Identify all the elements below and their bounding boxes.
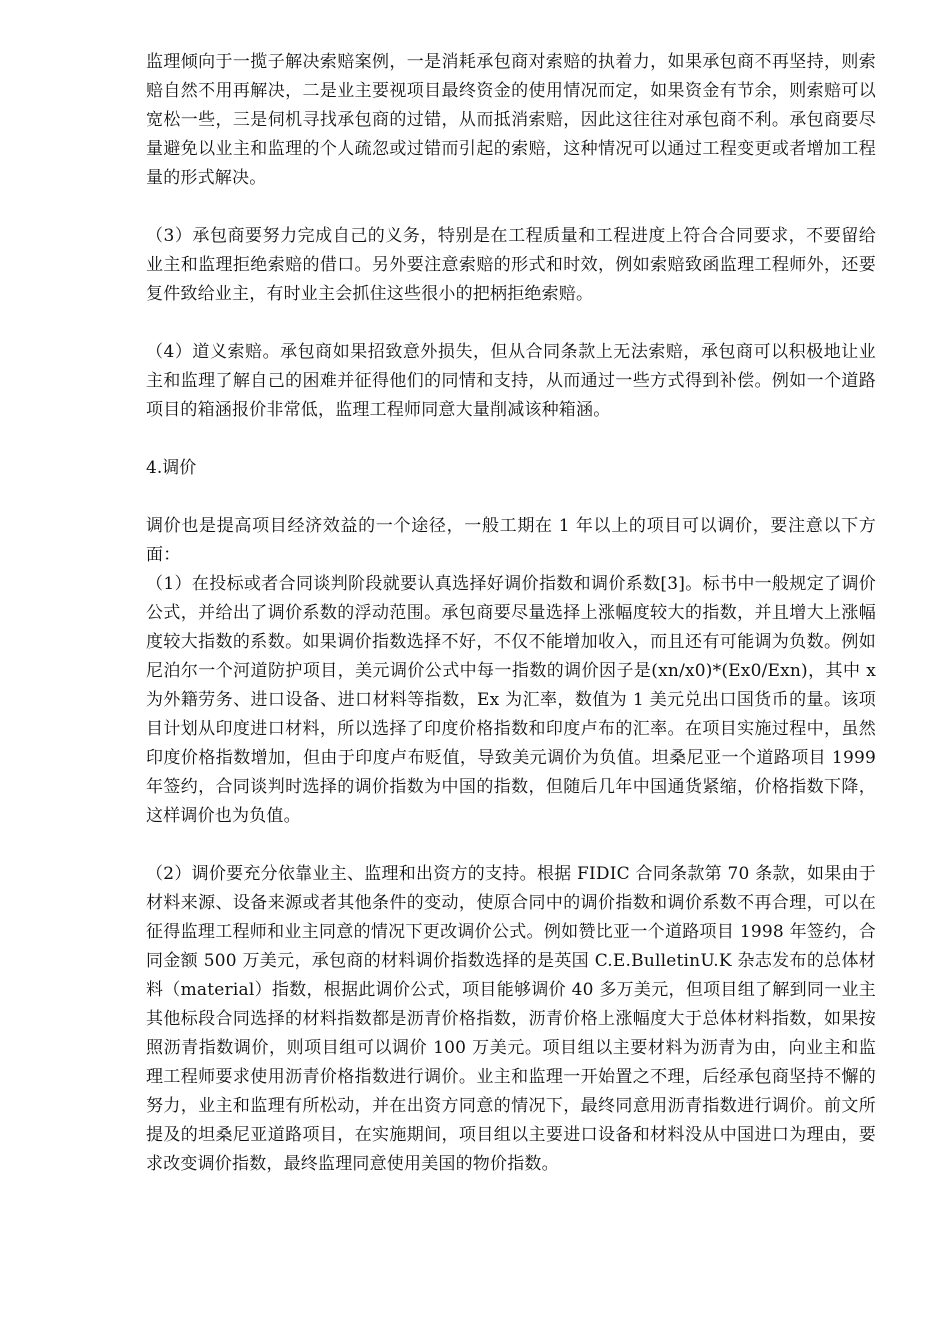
section-heading: 4.调价 <box>146 458 197 478</box>
paragraph-spacer <box>146 831 876 860</box>
document-page <box>146 48 876 1179</box>
paragraph-spacer <box>146 483 876 512</box>
paragraph-spacer <box>146 193 876 222</box>
paragraph-moral-claim: （4）道义索赔。承包商如果招致意外损失，但从合同条款上无法索赔，承包商可以积极地让业主和监理了解自己的困难并征得他们的同情和支持，从而通过一些方式得到补偿。例如一个道路项目的箱涵报价非常低，监理工程师同意大量削减该种箱涵。 <box>146 342 876 420</box>
paragraph-stakeholder-support: （2）调价要充分依靠业主、监理和出资方的支持。根据 FIDIC 合同条款第 70 条款，如果由于材料来源、设备来源或者其他条件的变动，使原合同中的调价指数和调价系数不再合理，可以在征得监理工程师和业主同意的情况下更改调价公式。例如赞比亚一个道路项目 1998 年签约，合同金额 500 万美元，承包商的材料调价指数选择的是英国 C.E.BulletinU.K 杂志发布的总体材料（material）指数，根据此调价公式，项目能够调价 40 多万美元，但项目组了解到同一业主其他标段合同选择的材料指数都是沥青价格指数，沥青价格上涨幅度大于总体材料指数，如果按照沥青指数调价，则项目组可以调价 100 万美元。项目组以主要材料为沥青为由，向业主和监理工程师要求使用沥青价格指数进行调价。业主和监理一开始置之不理，后经承包商坚持不懈的努力，业主和监理有所松动，并在出资方同意的情况下，最终同意用沥青指数进行调价。前文所提及的坦桑尼亚道路项目，在实施期间，项目组以主要进口设备和材料没从中国进口为理由，要求改变调价指数，最终监理同意使用美国的物价指数。 <box>146 864 876 1174</box>
paragraph-spacer <box>146 425 876 454</box>
paragraph-price-adjustment-intro: 调价也是提高项目经济效益的一个途径，一般工期在 1 年以上的项目可以调价，要注意以下方面： <box>146 516 876 565</box>
paragraph-spacer <box>146 309 876 338</box>
paragraph-index-selection: （1）在投标或者合同谈判阶段就要认真选择好调价指数和调价系数[3]。标书中一般规定了调价公式，并给出了调价系数的浮动范围。承包商要尽量选择上涨幅度较大的指数，并且增大上涨幅度较大指数的系数。如果调价指数选择不好，不仅不能增加收入，而且还有可能调为负数。例如尼泊尔一个河道防护项目，美元调价公式中每一指数的调价因子是(xn/x0)*(Ex0/Exn)，其中 x 为外籍劳务、进口设备、进口材料等指数，Ex 为汇率，数值为 1 美元兑出口国货币的量。该项目计划从印度进口材料，所以选择了印度价格指数和印度卢布的汇率。在项目实施过程中，虽然印度价格指数增加，但由于印度卢布贬值，导致美元调价为负值。坦桑尼亚一个道路项目 1999 年签约，合同谈判时选择的调价指数为中国的指数，但随后几年中国通货紧缩，价格指数下降，这样调价也为负值。 <box>146 574 876 826</box>
paragraph-obligations: （3）承包商要努力完成自己的义务，特别是在工程质量和工程进度上符合合同要求，不要留给业主和监理拒绝索赔的借口。另外要注意索赔的形式和时效，例如索赔致函监理工程师外，还要复件致给业主，有时业主会抓住这些很小的把柄拒绝索赔。 <box>146 226 876 304</box>
paragraph-claims-settlement: 监理倾向于一揽子解决索赔案例，一是消耗承包商对索赔的执着力，如果承包商不再坚持，则索赔自然不用再解决，二是业主要视项目最终资金的使用情况而定，如果资金有节余，则索赔可以宽松一些，三是伺机寻找承包商的过错，从而抵消索赔，因此这往往对承包商不利。承包商要尽量避免以业主和监理的个人疏忽或过错而引起的索赔，这种情况可以通过工程变更或者增加工程量的形式解决。 <box>146 52 876 188</box>
